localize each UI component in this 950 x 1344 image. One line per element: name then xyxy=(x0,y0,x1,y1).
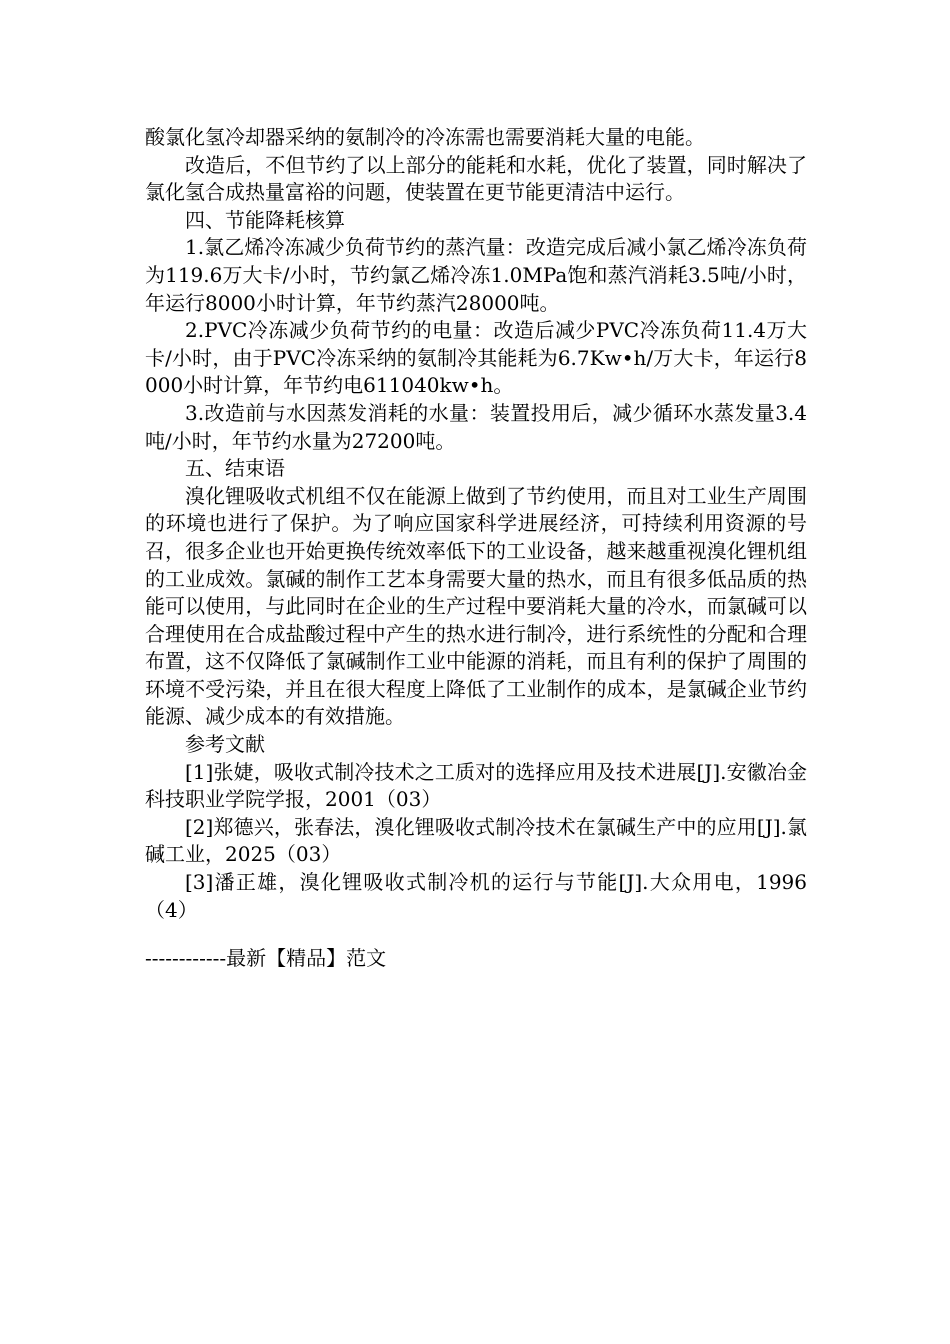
document-body xyxy=(145,124,807,924)
page-footer: ------------最新【精品】范文 xyxy=(145,946,387,970)
section-heading-conclusion: 五、结束语 xyxy=(185,456,285,481)
paragraph-conclusion: 溴化锂吸收式机组不仅在能源上做到了节约使用，而且对工业生产周围的环境也进行了保护。为了响应国家科学进展经济，可持续利用资源的号召，很多企业也开始更换传统效率低下的工业设备，越来越重视溴化锂机组的工业成效。氯碱的制作工艺本身需要大量的热水，而且有很多低品质的热能可以使用，与此同时在企业的生产过程中要消耗大量的冷水，而氯碱可以合理使用在合成盐酸过程中产生的热水进行制冷，进行系统性的分配和合理布置，这不仅降低了氯碱制作工业中能源的消耗，而且有利的保护了周围的环境不受污染，并且在很大程度上降低了工业制作的成本，是氯碱企业节约能源、减少成本的有效措施。 xyxy=(145,483,807,729)
paragraph-water-savings: 3.改造前与水因蒸发消耗的水量：装置投用后，减少循环水蒸发量3.4吨/小时，年节约水量为27200吨。 xyxy=(145,400,807,453)
reference-item-1: [1]张婕，吸收式制冷技术之工质对的选择应用及技术进展[J].安徽冶金科技职业学院学报，2001（03） xyxy=(145,759,807,812)
paragraph-electricity-savings: 2.PVC冷冻减少负荷节约的电量：改造后减少PVC冷冻负荷11.4万大卡/小时，由于PVC冷冻采纳的氨制冷其能耗为6.7Kw•h/万大卡，年运行8000小时计算，年节约电611040kw•h。 xyxy=(145,318,807,398)
paragraph-continuation: 酸氯化氢冷却器采纳的氨制冷的冷冻需也需要消耗大量的电能。 xyxy=(145,125,705,149)
section-heading-energy-accounting: 四、节能降耗核算 xyxy=(185,207,345,232)
section-heading-references: 参考文献 xyxy=(185,732,265,757)
paragraph-retrofit-summary: 改造后，不但节约了以上部分的能耗和水耗，优化了装置，同时解决了氯化氢合成热量富裕的问题，使装置在更节能更清洁中运行。 xyxy=(145,152,807,205)
reference-item-3: [3]潘正雄，溴化锂吸收式制冷机的运行与节能[J].大众用电，1996（4） xyxy=(145,870,807,922)
paragraph-steam-savings: 1.氯乙烯冷冻减少负荷节约的蒸汽量：改造完成后减小氯乙烯冷冻负荷为119.6万大卡/小时，节约氯乙烯冷冻1.0MPa饱和蒸汽消耗3.5吨/小时，年运行8000小时计算，年节约蒸汽28000吨。 xyxy=(145,235,807,315)
reference-item-2: [2]郑德兴，张春法，溴化锂吸收式制冷技术在氯碱生产中的应用[J].氯碱工业，2025（03） xyxy=(145,814,807,867)
